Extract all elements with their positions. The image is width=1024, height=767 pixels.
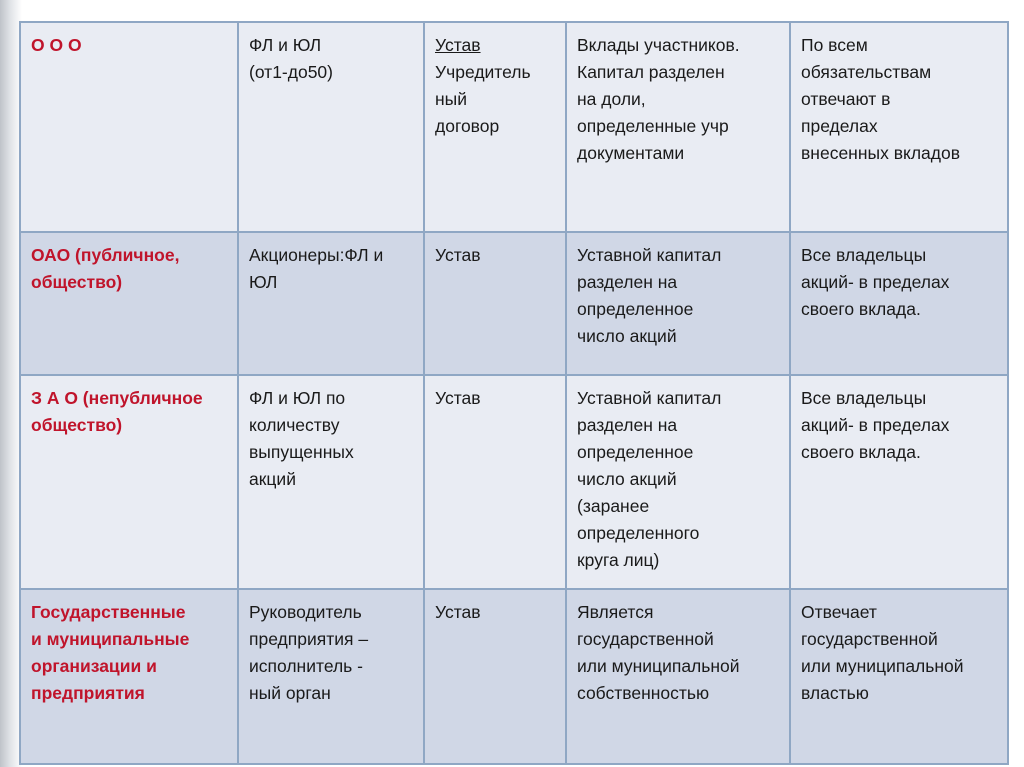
document-text: Устав bbox=[435, 602, 481, 622]
cell-type bbox=[20, 589, 238, 764]
cell-type bbox=[20, 375, 238, 589]
type-label: Государственные и муниципальные организации и предприятия bbox=[31, 602, 190, 703]
cell-capital bbox=[566, 232, 790, 375]
members-text: Руководитель предприятия – исполнитель - ный орган bbox=[249, 602, 369, 703]
cell-members bbox=[238, 232, 424, 375]
cell-type bbox=[20, 232, 238, 375]
cell-document bbox=[424, 232, 566, 375]
liability-text: По всем обязательствам отвечают в пределах внесенных вкладов bbox=[801, 35, 961, 163]
cell-liability bbox=[790, 232, 1008, 375]
members-text: ФЛ и ЮЛ (от1-до50) bbox=[249, 35, 333, 82]
members-text: ФЛ и ЮЛ по количеству выпущенных акций bbox=[249, 388, 354, 489]
type-label: ОАО (публичное, общество) bbox=[31, 245, 180, 292]
table-row-oao bbox=[20, 232, 1008, 375]
cell-type bbox=[20, 22, 238, 232]
cell-capital bbox=[566, 589, 790, 764]
cell-capital bbox=[566, 375, 790, 589]
capital-text: Является государственной или муниципальной собственностью bbox=[577, 602, 740, 703]
table-row-zao bbox=[20, 375, 1008, 589]
table-row-ooo bbox=[20, 22, 1008, 232]
cell-document bbox=[424, 22, 566, 232]
document-underlined-text: Устав bbox=[435, 35, 481, 55]
document-text: Устав bbox=[435, 388, 481, 408]
cell-members bbox=[238, 375, 424, 589]
document-text: Учредитель ный договор bbox=[435, 62, 531, 136]
type-label: О О О bbox=[31, 35, 82, 55]
capital-text: Уставной капитал разделен на определенное число акций (заранее определенного круга лиц) bbox=[577, 388, 722, 570]
cell-liability bbox=[790, 22, 1008, 232]
cell-liability bbox=[790, 589, 1008, 764]
cell-members bbox=[238, 589, 424, 764]
cell-members bbox=[238, 22, 424, 232]
cell-capital bbox=[566, 22, 790, 232]
members-text: Акционеры:ФЛ и ЮЛ bbox=[249, 245, 384, 292]
liability-text: Отвечает государственной или муниципальной властью bbox=[801, 602, 964, 703]
capital-text: Вклады участников. Капитал разделен на доли, определенные учр документами bbox=[577, 35, 740, 163]
table-row-state bbox=[20, 589, 1008, 764]
type-label: З А О (непубличное общество) bbox=[31, 388, 203, 435]
capital-text: Уставной капитал разделен на определенное число акций bbox=[577, 245, 722, 346]
document-text: Устав bbox=[435, 245, 481, 265]
cell-document bbox=[424, 589, 566, 764]
cell-document bbox=[424, 375, 566, 589]
cell-liability bbox=[790, 375, 1008, 589]
liability-text: Все владельцы акций- в пределах своего вклада. bbox=[801, 388, 950, 462]
liability-text: Все владельцы акций- в пределах своего вклада. bbox=[801, 245, 950, 319]
company-types-table bbox=[19, 21, 1009, 765]
